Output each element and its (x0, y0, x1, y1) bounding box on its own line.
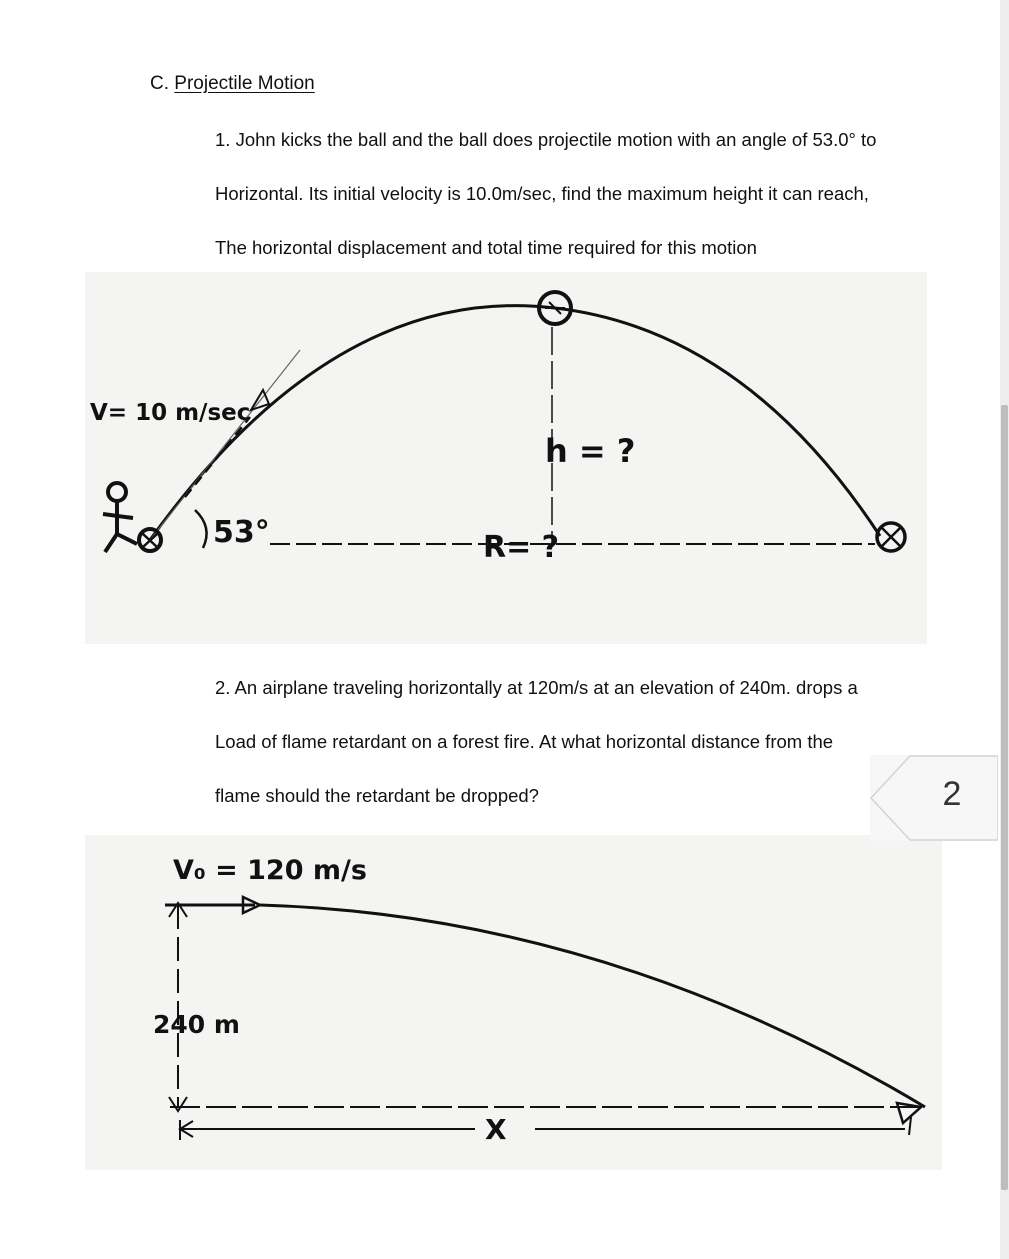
ball-landing-mark (882, 528, 900, 546)
scrollbar-thumb[interactable] (1001, 405, 1008, 1190)
problem2-line-2: Load of flame retardant on a forest fire. At what horizontal distance from the (215, 731, 834, 752)
projectile-figure (85, 272, 927, 644)
problem1-line-2: Horizontal. Its initial velocity is 10.0m/sec, find the maximum height it can reach, (215, 183, 869, 204)
trajectory-arc (150, 306, 880, 540)
fig1-angle-label: 53° (213, 515, 270, 550)
page-number: 2 (942, 775, 962, 813)
vertical-scrollbar[interactable] (1000, 0, 1009, 1259)
velocity-vector-dashed (185, 417, 250, 497)
problem2-line-3: flame should the retardant be dropped? (215, 785, 539, 806)
section-prefix: C. (150, 73, 169, 94)
angle-arc (195, 510, 207, 548)
ball-start-mark (143, 534, 157, 547)
problem1-line-1: 1. John kicks the ball and the ball does projectile motion with an angle of 53.0° to (215, 129, 877, 150)
fig2-velocity-label: V₀ = 120 m/s (173, 855, 367, 886)
problem1-line-3: The horizontal displacement and total time required for this motion (215, 237, 757, 258)
kicker-figure (103, 483, 137, 552)
airplane-drop-figure (85, 835, 942, 1170)
fig1-velocity-label: V= 10 m/sec (90, 400, 251, 426)
page-number-badge[interactable] (870, 755, 998, 841)
fig2-trajectory (260, 905, 925, 1107)
fig1-range-label: R= ? (483, 530, 560, 565)
fig1-height-label: h = ? (545, 432, 636, 470)
problem2-line-1: 2. An airplane traveling horizontally at 120m/s at an elevation of 240m. drops a (215, 677, 858, 698)
ball-peak-mark (545, 302, 565, 314)
fig2-distance-label: X (485, 1113, 507, 1146)
fig2-height-label: 240 m (153, 1010, 240, 1039)
section-title: Projectile Motion (174, 73, 315, 94)
fig2-distance-tick-right (909, 1117, 911, 1135)
velocity-vector-line (150, 350, 300, 540)
section-heading (150, 73, 315, 95)
